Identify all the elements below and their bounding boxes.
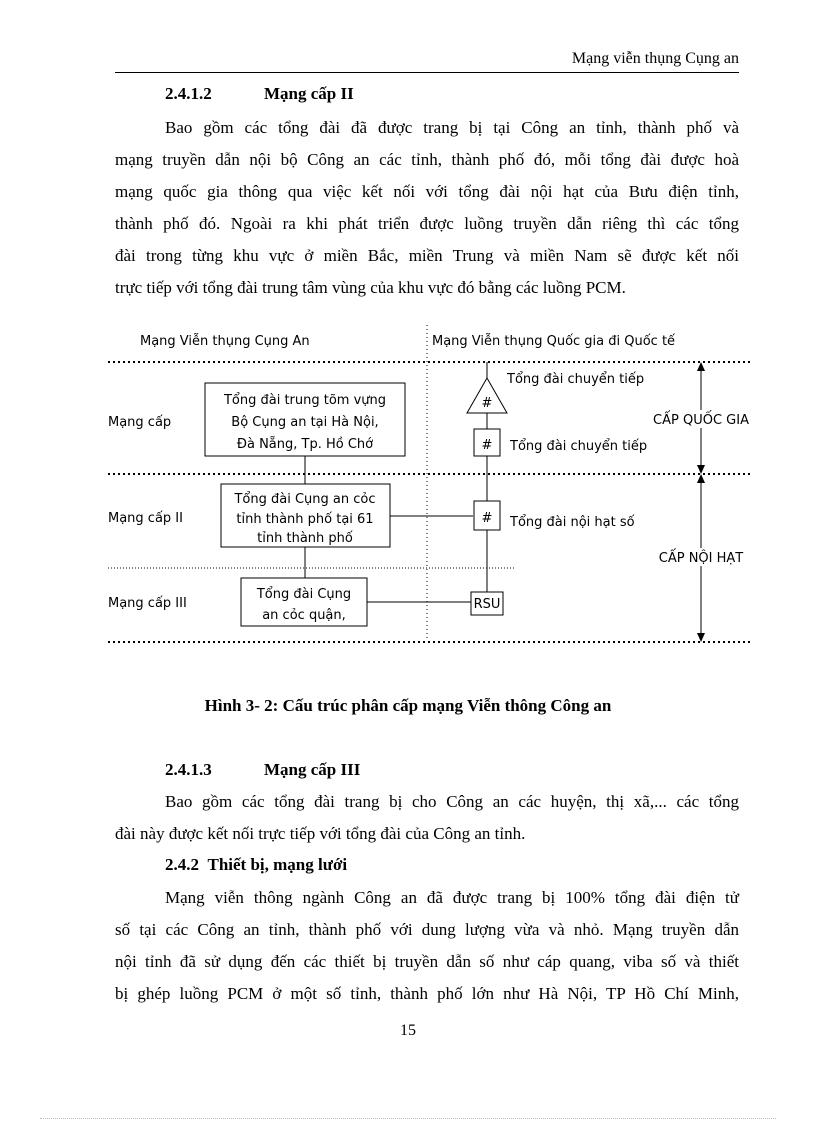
text-line: mạng truyền dẫn nội bộ Công an các tỉnh, thành phố đó, mỗi tổng đài được hoà [115, 150, 739, 169]
section-heading-242 [165, 855, 347, 875]
national-level-label: CẤP QUỐC GIA [653, 413, 749, 428]
box-text: Đà Nẵng, Tp. Hồ Chớ [236, 437, 374, 452]
text-line: Bao gồm các tổng đài đã được trang bị tại Công an tỉnh, thành phố và [165, 118, 739, 137]
arrow-head [697, 362, 705, 371]
text-line: bị ghép luồng PCM ở một số tỉnh, thành phố lớn như Hà Nội, TP Hồ Chí Minh, [115, 984, 739, 1003]
box-text: tỉnh thành phố [257, 531, 353, 546]
box-text: Tổng đài trung tõm vựng [223, 393, 387, 408]
text-line: thành phố đó. Ngoài ra khi phát triển được luồng truyền dẫn riêng thì các tổng [115, 214, 739, 233]
page-number: 15 [400, 1022, 416, 1039]
arrow-head [697, 465, 705, 474]
section-number: 2.4.1.2 [165, 84, 212, 103]
network-hierarchy-diagram [0, 320, 816, 660]
text-line: nội tỉnh đã sử dụng đến các thiết bị truyền dẫn số như cáp quang, viba số và thiết [115, 952, 739, 971]
page-header [115, 46, 739, 73]
hash-symbol: # [481, 511, 493, 526]
local-level-label: CẤP NỘI HẠT [658, 551, 744, 566]
text-line: Mạng viễn thông ngành Công an đã được trang bị 100% tổng đài điện tử [165, 888, 739, 907]
paragraph-2413 [115, 786, 739, 850]
box-text: an cỏc quận, [262, 608, 346, 623]
right-network-header: Mạng Viễn thụng Quốc gia đi Quốc tế [432, 334, 676, 349]
section-title: Mạng cấp III [264, 760, 361, 779]
box-text: Tổng đài Cụng an cỏc [234, 492, 376, 507]
transit-label-1: Tổng đài chuyển tiếp [507, 372, 645, 387]
level-label-3: Mạng cấp III [108, 596, 187, 611]
text-line: đài này được kết nối trực tiếp với tổng đài của Công an tỉnh. [115, 824, 526, 843]
box-text: Tổng đài Cụng [256, 587, 352, 602]
box-text: Bộ Cụng an tại Hà Nội, [231, 415, 379, 430]
arrow-head [697, 474, 705, 483]
paragraph-2412 [115, 112, 739, 304]
hash-symbol: # [481, 438, 493, 453]
rsu-label: RSU [473, 597, 501, 612]
local-exchange-label: Tổng đài nội hạt số [510, 515, 635, 530]
text-line: trực tiếp với tổng đài trung tâm vùng của khu vực đó bằng các luồng PCM. [115, 278, 626, 297]
section-title: Thiết bị, mạng lưới [207, 855, 348, 874]
footer-rule [40, 1118, 776, 1119]
paragraph-242 [115, 882, 739, 1010]
section-number: 2.4.2 [165, 855, 199, 874]
level-label-2: Mạng cấp II [108, 511, 183, 526]
hash-symbol: # [481, 396, 493, 411]
text-line: đài trong từng khu vực ở miền Bắc, miền Trung và miền Nam sẽ được kết nối [115, 246, 739, 265]
text-line: mạng quốc gia thông qua việc kết nối với tổng đài nội hạt của Bưu điện tỉnh, [115, 182, 739, 201]
box-text: tỉnh thành phố tại 61 [236, 512, 374, 527]
arrow-head [697, 633, 705, 642]
text-line: Bao gồm các tổng đài trang bị cho Công an các huyện, thị xã,... các tổng [165, 792, 739, 811]
section-title: Mạng cấp II [264, 84, 354, 103]
transit-label-2: Tổng đài chuyển tiếp [510, 439, 648, 454]
section-number: 2.4.1.3 [165, 760, 212, 779]
level-label-1: Mạng cấp [108, 415, 172, 430]
figure-caption: Hình 3- 2: Cấu trúc phân cấp mạng Viễn thông Công an [204, 696, 612, 715]
section-heading-2412 [165, 84, 354, 104]
text-line: số tại các Công an tỉnh, thành phố với dung lượng vừa và nhỏ. Mạng truyền dẫn [115, 920, 739, 939]
section-heading-2413 [165, 760, 360, 780]
header-title: Mạng viễn thụng Cụng an [571, 50, 739, 67]
left-network-header: Mạng Viễn thụng Cụng An [140, 334, 310, 349]
